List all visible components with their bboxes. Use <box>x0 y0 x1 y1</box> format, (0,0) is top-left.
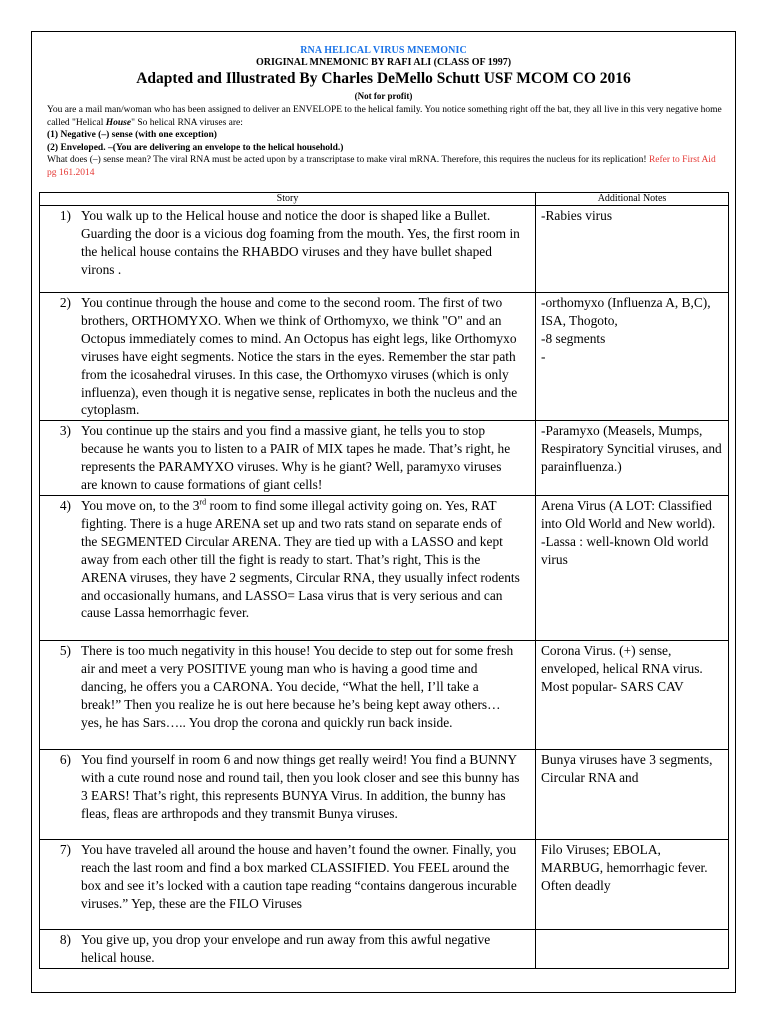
table-header-row <box>40 193 729 206</box>
table-row <box>40 421 729 496</box>
story-text: You continue up the stairs and you find a massive giant, he tells you to stop because he wants you to listen to a PAIR of MIX tapes he made. That’s right, he represents the PARAMYXO viruses. Why is he giant? Well, paramyxo viruses are known to cause formations of giant cells! <box>81 423 511 493</box>
story-text: You give up, you drop your envelope and run away from this awful negative helical house. <box>81 931 491 965</box>
row-number: 5) <box>59 642 71 658</box>
document-frame <box>31 31 736 993</box>
row-number: 1) <box>59 208 71 223</box>
table-row <box>40 929 729 968</box>
intro-point-1: (1) Negative (–) sense (with one exception) <box>47 130 217 140</box>
intro-paragraph <box>47 104 723 129</box>
notes-cell <box>536 929 729 968</box>
intro-text <box>47 104 723 179</box>
story-text-part: room to find some illegal activity going on. Yes, RAT fighting. There is a huge ARENA set up and two rats stand on separate ends of the SEGMENTED Circular ARENA. They are tied up with a LASSO and kept away from each other till the fight is ready to start. That’s right, This is the ARENA viruses, they have 2 segments, Circular RNA, they usually infect rodents and occasionally humans, and LASSO= Lasa virus that is very serious and can cause Lassa hemorrhagic fever. <box>81 497 520 621</box>
story-text-part: You move on, to the 3 <box>81 497 200 513</box>
story-cell <box>40 293 536 421</box>
row-number: 6) <box>59 751 71 767</box>
story-text: You have traveled all around the house and haven’t found the owner. Finally, you reach the last room and find a box marked CLASSIFIED. You FEEL around the box and see it’s locked with a caution tape reading “contains dangerous incurable viruses.” Yep, these are the FILO Viruses <box>81 841 517 911</box>
row-number: 2) <box>59 295 71 310</box>
row-number: 8) <box>59 931 71 947</box>
notes-cell: -Paramyxo (Measels, Mumps, Respiratory Syncitial viruses, and parainfluenza.) <box>536 421 729 496</box>
table-row <box>40 839 729 929</box>
ordinal-suffix: rd <box>199 497 207 507</box>
intro-point-2: (2) Enveloped. –(You are delivering an envelope to the helical household.) <box>47 142 344 153</box>
adapted-credit: Adapted and Illustrated By Charles DeMello Schutt USF MCOM CO 2016 <box>136 70 631 87</box>
sense-text: What does (–) sense mean? The viral RNA must be acted upon by a transcriptase to make viral mRNA. Therefore, this requires the nucleus for its replication! <box>47 155 649 165</box>
notes-column-header: Additional Notes <box>536 193 729 206</box>
story-cell <box>40 749 536 839</box>
row-number: 7) <box>59 841 71 857</box>
story-table <box>39 192 729 969</box>
story-cell <box>40 640 536 749</box>
story-text: There is too much negativity in this house! You decide to step out for some fresh air and meet a very POSITIVE young man who is having a good time and dancing, he offers you a CARONA. You decide, “What the hell, I’ll take a break!” Then you realize he is out here because he’s being kept away others…yes, he has Sars….. You drop the corona and quickly run back inside. <box>81 642 514 730</box>
document-header <box>32 45 735 101</box>
intro-text-a: You are a mail man/woman who has been assigned to deliver an ENVELOPE to the helical family. You notice something right off the bat, they all live in this very negative home called "Helical <box>47 105 722 128</box>
document-title: RNA HELICAL VIRUS MNEMONIC <box>300 45 467 56</box>
story-cell <box>40 421 536 496</box>
notes-cell: Bunya viruses have 3 segments, Circular RNA and <box>536 749 729 839</box>
notes-cell: Filo Viruses; EBOLA, MARBUG, hemorrhagic fever. Often deadly <box>536 839 729 929</box>
story-column-header: Story <box>40 193 536 206</box>
story-text: You walk up to the Helical house and notice the door is shaped like a Bullet. Guarding the door is a vicious dog foaming from the mouth. Yes, the first room in the helical house contains the RHABDO viruses and they have bullet shaped virons . <box>81 208 520 277</box>
row-number: 3) <box>59 423 71 439</box>
table-row <box>40 206 729 293</box>
not-for-profit-note: (Not for profit) <box>354 91 413 101</box>
story-cell <box>40 206 536 293</box>
table-row <box>40 495 729 640</box>
table-row <box>40 640 729 749</box>
story-text: You continue through the house and come to the second room. The first of two brothers, ORTHOMYXO. When we think of Orthomyxo, we think "O" and an Octopus immediately comes to mind. An Octopus has eight legs, like Orthomyxo viruses have eight segments. Notice the stars in the eyes. Remember the star path from the icosahedral viruses. In this case, the Orthomyxo viruses (which is only influenza), even though it is negative sense, replicates in both the nucleus and the cytoplasm. <box>81 295 518 418</box>
notes-cell: -Rabies virus <box>536 206 729 293</box>
original-credit: ORIGINAL MNEMONIC BY RAFI ALI (CLASS OF 1997) <box>255 57 512 68</box>
row-number: 4) <box>59 497 71 513</box>
intro-text-b: " So helical RNA viruses are: <box>131 117 243 128</box>
sense-paragraph <box>47 154 723 179</box>
notes-cell: Arena Virus (A LOT: Classified into Old World and New world). -Lassa : well-known Old world virus <box>536 495 729 640</box>
notes-cell: Corona Virus. (+) sense, enveloped, helical RNA virus. Most popular- SARS CAV <box>536 640 729 749</box>
story-text <box>81 497 521 622</box>
story-cell <box>40 495 536 640</box>
table-row <box>40 749 729 839</box>
first-aid-reference: Refer to First Aid pg 161.2014 <box>47 155 716 178</box>
notes-cell: -orthomyxo (Influenza A, B,C), ISA, Thogoto, -8 segments - <box>536 293 729 421</box>
story-cell <box>40 929 536 968</box>
story-text: You find yourself in room 6 and now things get really weird! You find a BUNNY with a cute round nose and round tail, then you look closer and see this bunny has 3 EARS! That’s right, this represents BUNYA Virus. In addition, the bunny has fleas, fleas are arthropods and they transmit Bunya viruses. <box>81 751 520 821</box>
table-row <box>40 293 729 421</box>
story-cell <box>40 839 536 929</box>
intro-house-word: House <box>105 117 132 128</box>
